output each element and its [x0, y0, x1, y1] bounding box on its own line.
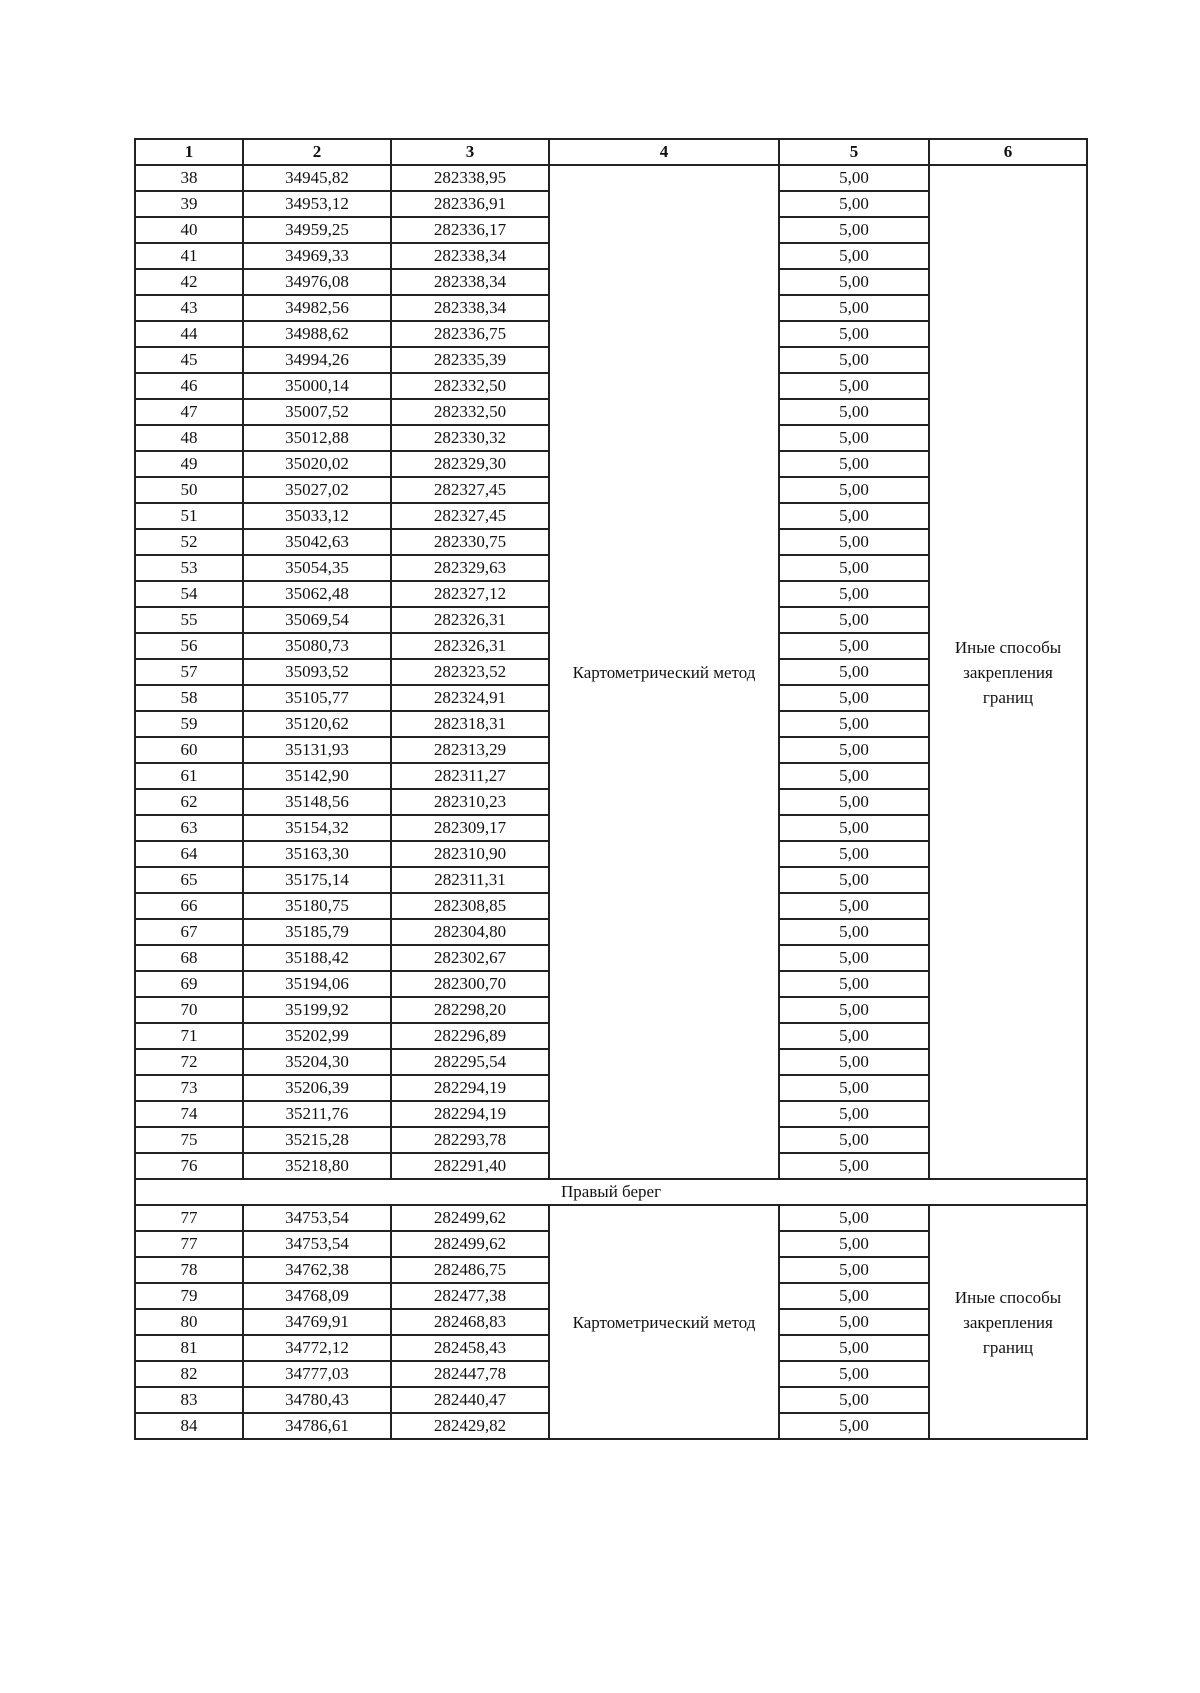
coord-x: 35180,75	[243, 893, 391, 919]
coord-x: 34988,62	[243, 321, 391, 347]
coord-x: 35093,52	[243, 659, 391, 685]
coord-y: 282468,83	[391, 1309, 549, 1335]
coord-y: 282332,50	[391, 373, 549, 399]
coord-x: 35042,63	[243, 529, 391, 555]
coord-y: 282311,31	[391, 867, 549, 893]
point-number: 70	[135, 997, 243, 1023]
accuracy: 5,00	[779, 1231, 929, 1257]
accuracy: 5,00	[779, 971, 929, 997]
coord-x: 35218,80	[243, 1153, 391, 1179]
coord-y: 282440,47	[391, 1387, 549, 1413]
coord-y: 282324,91	[391, 685, 549, 711]
coord-x: 35204,30	[243, 1049, 391, 1075]
accuracy: 5,00	[779, 191, 929, 217]
coord-x: 34953,12	[243, 191, 391, 217]
accuracy: 5,00	[779, 1153, 929, 1179]
coord-y: 282338,34	[391, 269, 549, 295]
coord-y: 282429,82	[391, 1413, 549, 1439]
coord-x: 34769,91	[243, 1309, 391, 1335]
accuracy: 5,00	[779, 737, 929, 763]
accuracy: 5,00	[779, 1049, 929, 1075]
accuracy: 5,00	[779, 1075, 929, 1101]
header-col-2: 2	[243, 139, 391, 165]
point-number: 62	[135, 789, 243, 815]
coord-x: 35206,39	[243, 1075, 391, 1101]
accuracy: 5,00	[779, 1335, 929, 1361]
accuracy: 5,00	[779, 243, 929, 269]
coord-y: 282327,45	[391, 477, 549, 503]
point-number: 72	[135, 1049, 243, 1075]
coord-y: 282336,91	[391, 191, 549, 217]
coord-x: 35131,93	[243, 737, 391, 763]
accuracy: 5,00	[779, 529, 929, 555]
accuracy: 5,00	[779, 1309, 929, 1335]
coord-x: 34772,12	[243, 1335, 391, 1361]
coord-x: 34780,43	[243, 1387, 391, 1413]
accuracy: 5,00	[779, 217, 929, 243]
section-label: Правый берег	[135, 1179, 1087, 1205]
section-row	[135, 1179, 1087, 1205]
point-number: 55	[135, 607, 243, 633]
accuracy: 5,00	[779, 763, 929, 789]
coord-x: 35027,02	[243, 477, 391, 503]
accuracy: 5,00	[779, 399, 929, 425]
point-number: 60	[135, 737, 243, 763]
coord-x: 35199,92	[243, 997, 391, 1023]
point-number: 48	[135, 425, 243, 451]
coord-x: 34969,33	[243, 243, 391, 269]
coord-y: 282327,12	[391, 581, 549, 607]
coord-y: 282318,31	[391, 711, 549, 737]
coord-y: 282293,78	[391, 1127, 549, 1153]
coord-y: 282296,89	[391, 1023, 549, 1049]
header-col-6: 6	[929, 139, 1087, 165]
coord-x: 35185,79	[243, 919, 391, 945]
point-number: 39	[135, 191, 243, 217]
coord-x: 35154,32	[243, 815, 391, 841]
header-row	[135, 139, 1087, 165]
method-cell: Картометрический метод	[549, 165, 779, 1179]
accuracy: 5,00	[779, 945, 929, 971]
coord-y: 282332,50	[391, 399, 549, 425]
note-cell: Иные способы закрепления границ	[929, 1205, 1087, 1439]
point-number: 57	[135, 659, 243, 685]
accuracy: 5,00	[779, 789, 929, 815]
accuracy: 5,00	[779, 841, 929, 867]
coord-y: 282300,70	[391, 971, 549, 997]
accuracy: 5,00	[779, 555, 929, 581]
header-col-3: 3	[391, 139, 549, 165]
accuracy: 5,00	[779, 1101, 929, 1127]
point-number: 64	[135, 841, 243, 867]
coord-x: 35012,88	[243, 425, 391, 451]
accuracy: 5,00	[779, 607, 929, 633]
coord-x: 35080,73	[243, 633, 391, 659]
accuracy: 5,00	[779, 451, 929, 477]
coord-y: 282330,32	[391, 425, 549, 451]
coord-y: 282310,23	[391, 789, 549, 815]
point-number: 38	[135, 165, 243, 191]
coord-x: 35194,06	[243, 971, 391, 997]
accuracy: 5,00	[779, 1127, 929, 1153]
point-number: 41	[135, 243, 243, 269]
coord-x: 35062,48	[243, 581, 391, 607]
point-number: 69	[135, 971, 243, 997]
coord-y: 282338,34	[391, 243, 549, 269]
coord-y: 282327,45	[391, 503, 549, 529]
coord-x: 35148,56	[243, 789, 391, 815]
coord-y: 282310,90	[391, 841, 549, 867]
accuracy: 5,00	[779, 269, 929, 295]
coord-x: 35175,14	[243, 867, 391, 893]
coord-x: 34753,54	[243, 1205, 391, 1231]
coordinates-table	[134, 138, 1088, 1440]
coord-x: 34753,54	[243, 1231, 391, 1257]
coord-x: 35163,30	[243, 841, 391, 867]
point-number: 43	[135, 295, 243, 321]
note-cell: Иные способы закрепления границ	[929, 165, 1087, 1179]
point-number: 63	[135, 815, 243, 841]
coord-y: 282326,31	[391, 607, 549, 633]
coord-y: 282336,17	[391, 217, 549, 243]
accuracy: 5,00	[779, 633, 929, 659]
accuracy: 5,00	[779, 893, 929, 919]
coord-y: 282294,19	[391, 1101, 549, 1127]
point-number: 47	[135, 399, 243, 425]
point-number: 77	[135, 1231, 243, 1257]
accuracy: 5,00	[779, 1205, 929, 1231]
coord-x: 34777,03	[243, 1361, 391, 1387]
coord-x: 35105,77	[243, 685, 391, 711]
point-number: 50	[135, 477, 243, 503]
coord-y: 282499,62	[391, 1205, 549, 1231]
table-row	[135, 165, 1087, 191]
coord-y: 282486,75	[391, 1257, 549, 1283]
point-number: 67	[135, 919, 243, 945]
coord-y: 282298,20	[391, 997, 549, 1023]
coord-x: 35202,99	[243, 1023, 391, 1049]
coord-x: 35142,90	[243, 763, 391, 789]
point-number: 44	[135, 321, 243, 347]
point-number: 82	[135, 1361, 243, 1387]
coord-x: 35215,28	[243, 1127, 391, 1153]
coord-x: 34786,61	[243, 1413, 391, 1439]
coord-x: 35000,14	[243, 373, 391, 399]
point-number: 79	[135, 1283, 243, 1309]
point-number: 61	[135, 763, 243, 789]
table-body	[135, 165, 1087, 1439]
point-number: 74	[135, 1101, 243, 1127]
accuracy: 5,00	[779, 477, 929, 503]
point-number: 83	[135, 1387, 243, 1413]
coord-y: 282329,30	[391, 451, 549, 477]
coord-x: 35188,42	[243, 945, 391, 971]
coord-y: 282447,78	[391, 1361, 549, 1387]
table-row	[135, 1205, 1087, 1231]
point-number: 46	[135, 373, 243, 399]
point-number: 66	[135, 893, 243, 919]
method-cell: Картометрический метод	[549, 1205, 779, 1439]
accuracy: 5,00	[779, 919, 929, 945]
coord-y: 282308,85	[391, 893, 549, 919]
point-number: 73	[135, 1075, 243, 1101]
coord-y: 282295,54	[391, 1049, 549, 1075]
coord-y: 282294,19	[391, 1075, 549, 1101]
coord-x: 35211,76	[243, 1101, 391, 1127]
coord-y: 282477,38	[391, 1283, 549, 1309]
point-number: 49	[135, 451, 243, 477]
accuracy: 5,00	[779, 1283, 929, 1309]
point-number: 45	[135, 347, 243, 373]
coord-y: 282336,75	[391, 321, 549, 347]
coord-x: 35054,35	[243, 555, 391, 581]
coord-y: 282338,95	[391, 165, 549, 191]
point-number: 59	[135, 711, 243, 737]
coord-x: 34982,56	[243, 295, 391, 321]
accuracy: 5,00	[779, 867, 929, 893]
accuracy: 5,00	[779, 1413, 929, 1439]
coord-y: 282499,62	[391, 1231, 549, 1257]
coord-x: 34768,09	[243, 1283, 391, 1309]
coord-x: 35007,52	[243, 399, 391, 425]
coord-y: 282323,52	[391, 659, 549, 685]
accuracy: 5,00	[779, 1023, 929, 1049]
point-number: 68	[135, 945, 243, 971]
accuracy: 5,00	[779, 321, 929, 347]
header-col-5: 5	[779, 139, 929, 165]
point-number: 71	[135, 1023, 243, 1049]
accuracy: 5,00	[779, 711, 929, 737]
accuracy: 5,00	[779, 685, 929, 711]
coord-y: 282309,17	[391, 815, 549, 841]
coord-y: 282304,80	[391, 919, 549, 945]
point-number: 84	[135, 1413, 243, 1439]
coord-y: 282313,29	[391, 737, 549, 763]
coord-y: 282338,34	[391, 295, 549, 321]
accuracy: 5,00	[779, 1257, 929, 1283]
coord-x: 35033,12	[243, 503, 391, 529]
coord-y: 282458,43	[391, 1335, 549, 1361]
accuracy: 5,00	[779, 347, 929, 373]
point-number: 51	[135, 503, 243, 529]
point-number: 58	[135, 685, 243, 711]
header-col-4: 4	[549, 139, 779, 165]
point-number: 52	[135, 529, 243, 555]
point-number: 54	[135, 581, 243, 607]
accuracy: 5,00	[779, 295, 929, 321]
point-number: 78	[135, 1257, 243, 1283]
accuracy: 5,00	[779, 997, 929, 1023]
point-number: 65	[135, 867, 243, 893]
point-number: 75	[135, 1127, 243, 1153]
accuracy: 5,00	[779, 815, 929, 841]
point-number: 56	[135, 633, 243, 659]
point-number: 81	[135, 1335, 243, 1361]
point-number: 53	[135, 555, 243, 581]
coord-y: 282335,39	[391, 347, 549, 373]
coord-x: 34945,82	[243, 165, 391, 191]
coord-x: 35069,54	[243, 607, 391, 633]
coord-y: 282302,67	[391, 945, 549, 971]
coord-y: 282329,63	[391, 555, 549, 581]
coord-x: 34959,25	[243, 217, 391, 243]
coord-x: 35020,02	[243, 451, 391, 477]
coord-y: 282326,31	[391, 633, 549, 659]
point-number: 40	[135, 217, 243, 243]
coord-x: 35120,62	[243, 711, 391, 737]
coord-y: 282330,75	[391, 529, 549, 555]
coord-x: 34994,26	[243, 347, 391, 373]
header-col-1: 1	[135, 139, 243, 165]
accuracy: 5,00	[779, 659, 929, 685]
accuracy: 5,00	[779, 581, 929, 607]
accuracy: 5,00	[779, 373, 929, 399]
accuracy: 5,00	[779, 1361, 929, 1387]
point-number: 80	[135, 1309, 243, 1335]
accuracy: 5,00	[779, 503, 929, 529]
coord-x: 34762,38	[243, 1257, 391, 1283]
accuracy: 5,00	[779, 165, 929, 191]
accuracy: 5,00	[779, 1387, 929, 1413]
coord-y: 282311,27	[391, 763, 549, 789]
coord-y: 282291,40	[391, 1153, 549, 1179]
accuracy: 5,00	[779, 425, 929, 451]
point-number: 42	[135, 269, 243, 295]
point-number: 77	[135, 1205, 243, 1231]
coord-x: 34976,08	[243, 269, 391, 295]
point-number: 76	[135, 1153, 243, 1179]
